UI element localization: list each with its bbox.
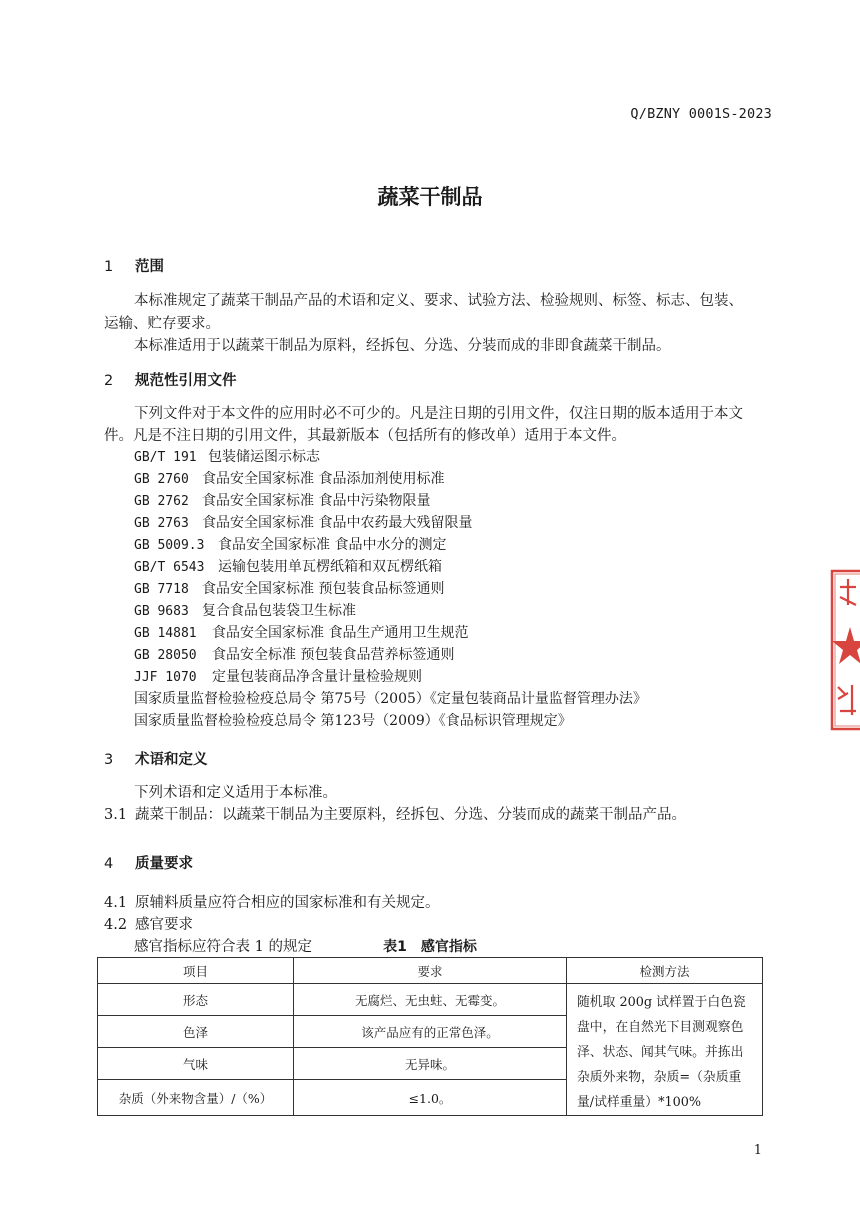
ref-code: JJF 1070	[134, 670, 197, 685]
table-cell-item: 气味	[98, 1048, 294, 1080]
ref-title: 食品安全国家标准 食品生产通用卫生规范	[212, 625, 469, 641]
section-number: 1	[104, 259, 114, 275]
scope-paragraph: 本标准适用于以蔬菜干制品为原料，经拆包、分选、分装而成的非即食蔬菜干制品。	[134, 338, 671, 354]
ref-code: GB 28050	[134, 648, 197, 663]
document-title: 蔬菜干制品	[377, 185, 483, 209]
official-seal-stamp	[826, 565, 860, 735]
seal-glyph	[838, 685, 856, 715]
ref-code: GB 2762	[134, 494, 189, 509]
quality-item-number: 4.1	[104, 895, 128, 911]
section-heading-terms	[104, 748, 208, 769]
seal-glyph	[840, 579, 856, 605]
ref-code: GB 7718	[134, 582, 189, 597]
ref-code: GB 5009.3	[134, 538, 205, 553]
quality-item-text: 感官要求	[135, 917, 193, 933]
table-row	[98, 984, 763, 1016]
ref-code: GB 9683	[134, 604, 189, 619]
quality-item	[104, 891, 440, 912]
section-title: 术语和定义	[135, 752, 208, 768]
scope-paragraph-line: 运输、贮存要求。	[104, 316, 220, 332]
ref-decree: 国家质量监督检验检疫总局令 第123号（2009）《食品标识管理规定》	[134, 713, 572, 729]
ref-item	[134, 468, 444, 488]
refs-intro-line: 下列文件对于本文件的应用时必不可少的。凡是注日期的引用文件，仅注日期的版本适用于本文	[134, 406, 743, 422]
ref-decree: 国家质量监督检验检疫总局令 第75号（2005）《定量包装商品计量监督管理办法》	[134, 691, 647, 707]
section-heading-quality	[104, 852, 193, 873]
term-text: 蔬菜干制品：以蔬菜干制品为主要原料，经拆包、分选、分装而成的蔬菜干制品产品。	[135, 807, 686, 823]
sensory-table	[97, 957, 763, 1116]
ref-item	[134, 578, 444, 598]
section-number: 3	[104, 752, 114, 768]
ref-code: GB 2760	[134, 472, 189, 487]
ref-code: GB/T 6543	[134, 560, 205, 575]
ref-item	[134, 600, 356, 620]
ref-item	[134, 490, 430, 510]
ref-item	[134, 556, 442, 576]
ref-title: 包装储运图示标志	[208, 449, 320, 465]
ref-title: 食品安全国家标准 食品中污染物限量	[202, 493, 431, 509]
table-cell-item: 形态	[98, 984, 294, 1016]
table-cell-requirement: 该产品应有的正常色泽。	[294, 1016, 567, 1048]
ref-item	[134, 446, 320, 466]
quality-item	[104, 913, 193, 934]
ref-item	[134, 512, 472, 532]
quality-item-sub: 感官指标应符合表 1 的规定	[134, 939, 312, 955]
ref-title: 食品安全国家标准 预包装食品标签通则	[202, 581, 445, 597]
ref-title: 定量包装商品净含量计量检验规则	[212, 669, 422, 685]
document-number: Q/BZNY 0001S-2023	[630, 106, 772, 122]
section-number: 4	[104, 856, 114, 872]
table-cell-item: 杂质（外来物含量）/（%）	[98, 1080, 294, 1116]
table-cell-method: 随机取 200g 试样置于白色瓷盘中，在自然光下目测观察色泽、状态、闻其气味。并拣出杂质外来物，杂质=（杂质重量/试样重量）*100%	[567, 984, 763, 1116]
ref-title: 食品安全国家标准 食品中水分的测定	[218, 537, 447, 553]
quality-item-number: 4.2	[104, 917, 128, 933]
refs-intro-line: 件。凡是不注日期的引用文件，其最新版本（包括所有的修改单）适用于本文件。	[104, 428, 626, 444]
section-title: 范围	[135, 259, 164, 275]
table-header-row	[98, 958, 763, 984]
ref-code: GB/T 191	[134, 450, 197, 465]
table-cell-requirement: ≤1.0。	[294, 1080, 567, 1116]
terms-intro: 下列术语和定义适用于本标准。	[134, 785, 337, 801]
section-title: 质量要求	[135, 856, 193, 872]
ref-title: 食品安全国家标准 食品中农药最大残留限量	[202, 515, 473, 531]
table-cell-requirement: 无异味。	[294, 1048, 567, 1080]
section-title: 规范性引用文件	[135, 373, 237, 389]
ref-item	[134, 622, 468, 642]
table-header-cell: 项目	[98, 958, 294, 984]
scope-paragraph-line: 本标准规定了蔬菜干制品产品的术语和定义、要求、试验方法、检验规则、标签、标志、包装、	[134, 293, 743, 309]
ref-title: 食品安全国家标准 食品添加剂使用标准	[202, 471, 445, 487]
ref-code: GB 2763	[134, 516, 189, 531]
table-caption: 表1 感官指标	[383, 939, 477, 955]
table-cell-item: 色泽	[98, 1016, 294, 1048]
quality-item-text: 原辅料质量应符合相应的国家标准和有关规定。	[135, 895, 440, 911]
ref-title: 运输包装用单瓦楞纸箱和双瓦楞纸箱	[218, 559, 442, 575]
term-number: 3.1	[104, 807, 128, 823]
table-cell-requirement: 无腐烂、无虫蛀、无霉变。	[294, 984, 567, 1016]
table-header-cell: 检测方法	[567, 958, 763, 984]
ref-title: 复合食品包装袋卫生标准	[202, 603, 356, 619]
seal-star	[832, 627, 860, 664]
section-number: 2	[104, 373, 114, 389]
section-heading-scope	[104, 255, 164, 276]
ref-code: GB 14881	[134, 626, 197, 641]
page-number: 1	[753, 1143, 762, 1158]
ref-item	[134, 534, 446, 554]
ref-title: 食品安全标准 预包装食品营养标签通则	[212, 647, 455, 663]
section-heading-refs	[104, 369, 237, 390]
table-header-cell: 要求	[294, 958, 567, 984]
ref-item	[134, 666, 422, 686]
ref-item	[134, 644, 454, 664]
term-definition	[104, 803, 686, 824]
